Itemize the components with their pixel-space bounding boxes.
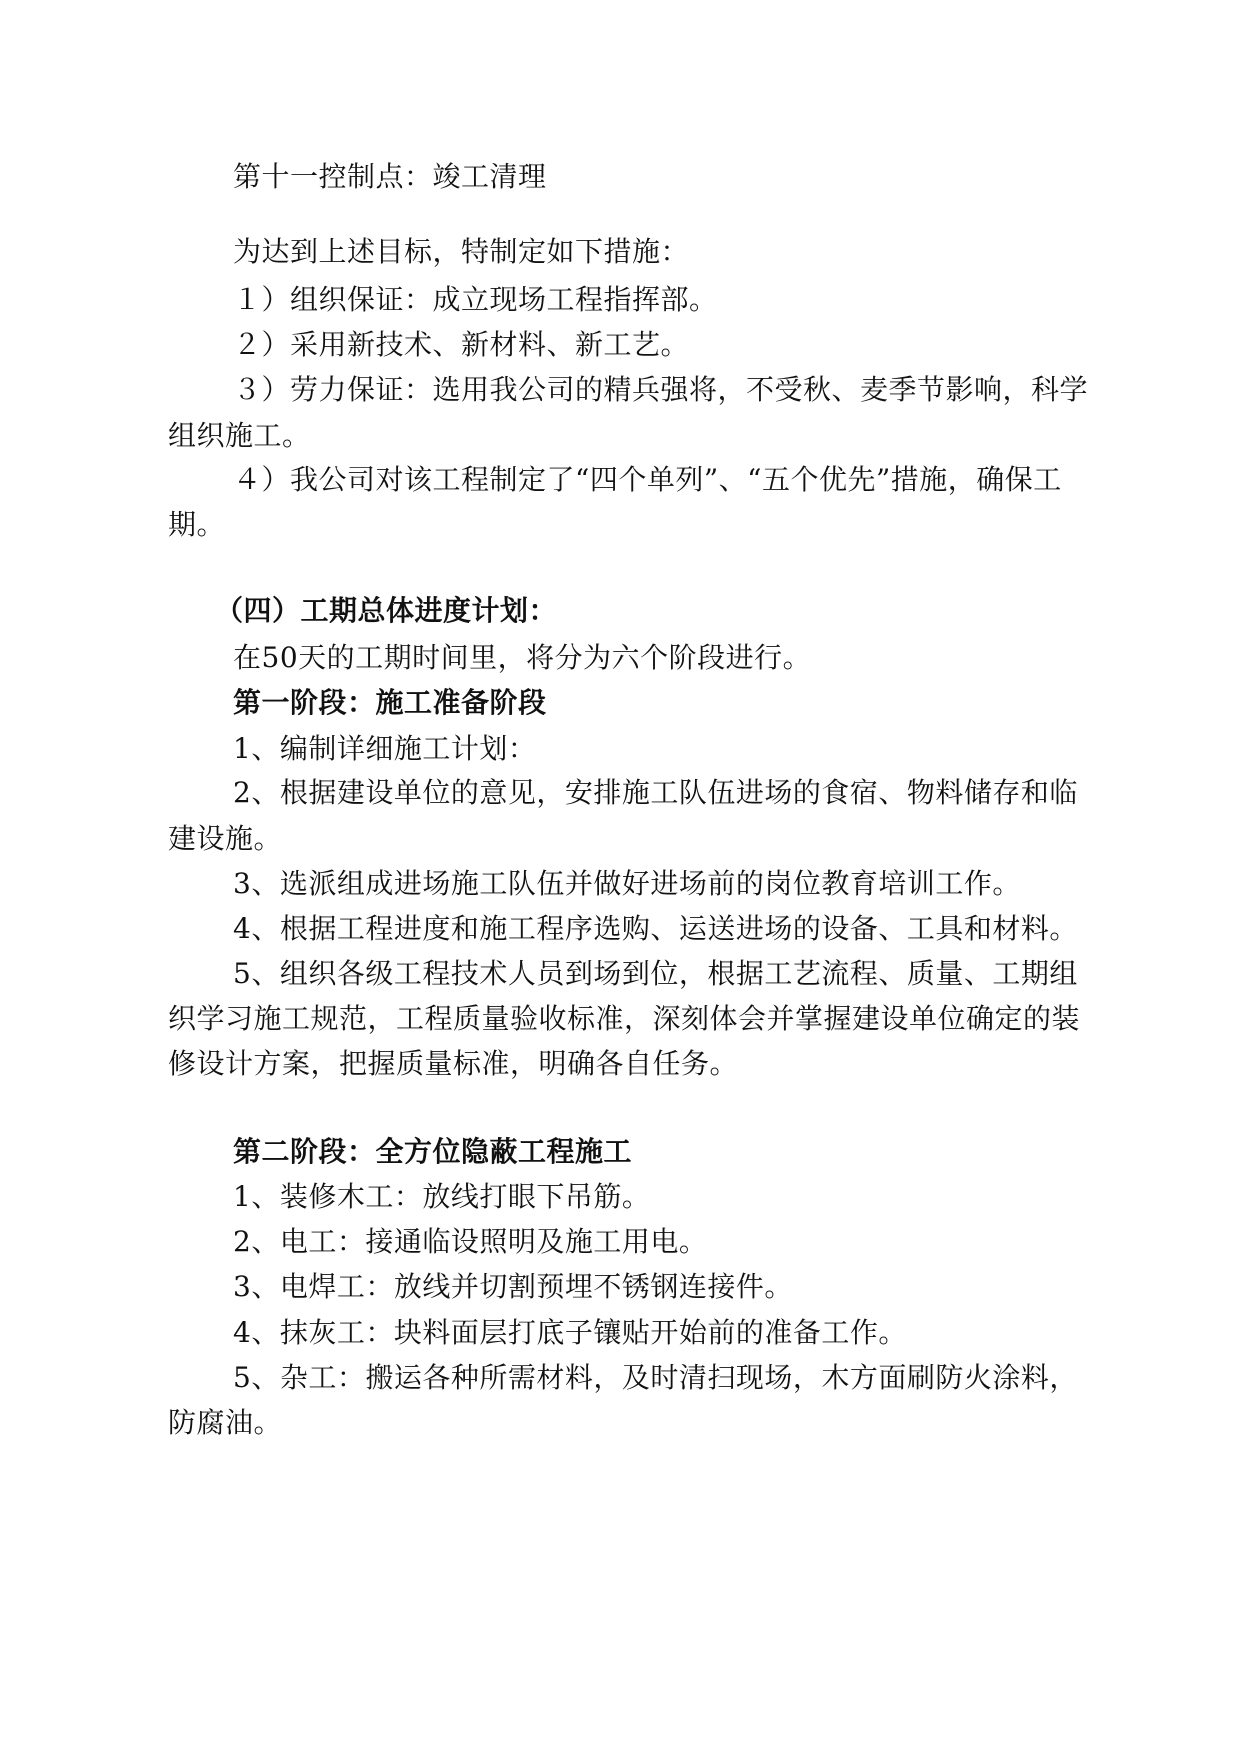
phase-two-title: 第二阶段：全方位隐蔽工程施工 <box>233 1135 633 1168</box>
phase-one-item-continuation: 织学习施工规范，工程质量验收标准，深刻体会并掌握建设单位确定的装 <box>168 1002 1081 1035</box>
section-four-title: （四）工期总体进度计划： <box>215 594 558 627</box>
phase-one-item-continuation: 修设计方案，把握质量标准，明确各自任务。 <box>168 1047 739 1080</box>
phase-two-item: 1、装修木工：放线打眼下吊筋。 <box>233 1180 651 1213</box>
control-point-heading: 第十一控制点：竣工清理 <box>233 160 547 193</box>
phase-two-item: 4、抹灰工：块料面层打底子镶贴开始前的准备工作。 <box>233 1316 907 1349</box>
measures-intro: 为达到上述目标，特制定如下措施： <box>233 235 690 268</box>
measure-item-continuation: 组织施工。 <box>168 419 311 452</box>
phase-one-item: 1、编制详细施工计划： <box>233 732 537 765</box>
phase-two-item-continuation: 防腐油。 <box>168 1406 283 1439</box>
measure-item: １）组织保证：成立现场工程指挥部。 <box>233 283 718 316</box>
measure-item: ２）采用新技术、新材料、新工艺。 <box>233 328 690 361</box>
phase-one-item: 2、根据建设单位的意见，安排施工队伍进场的食宿、物料储存和临 <box>233 776 1078 809</box>
phase-two-item: 2、电工：接通临设照明及施工用电。 <box>233 1225 708 1258</box>
phase-one-item: 4、根据工程进度和施工程序选购、运送进场的设备、工具和材料。 <box>233 912 1078 945</box>
measure-item: ４）我公司对该工程制定了“四个单列”、“五个优先”措施，确保工 <box>233 463 1062 496</box>
phase-one-item: 3、选派组成进场施工队伍并做好进场前的岗位教育培训工作。 <box>233 867 1021 900</box>
measure-item-continuation: 期。 <box>168 508 226 541</box>
phase-one-title: 第一阶段：施工准备阶段 <box>233 686 547 719</box>
phase-two-item: 3、电焊工：放线并切割预埋不锈钢连接件。 <box>233 1270 793 1303</box>
phase-one-item-continuation: 建设施。 <box>168 822 283 855</box>
section-four-intro: 在50天的工期时间里，将分为六个阶段进行。 <box>233 641 812 674</box>
phase-one-item: 5、组织各级工程技术人员到场到位，根据工艺流程、质量、工期组 <box>233 957 1078 990</box>
measure-item: ３）劳力保证：选用我公司的精兵强将，不受秋、麦季节影响，科学 <box>233 373 1089 406</box>
phase-two-item: 5、杂工：搬运各种所需材料，及时清扫现场，木方面刷防火涂料， <box>233 1361 1078 1394</box>
